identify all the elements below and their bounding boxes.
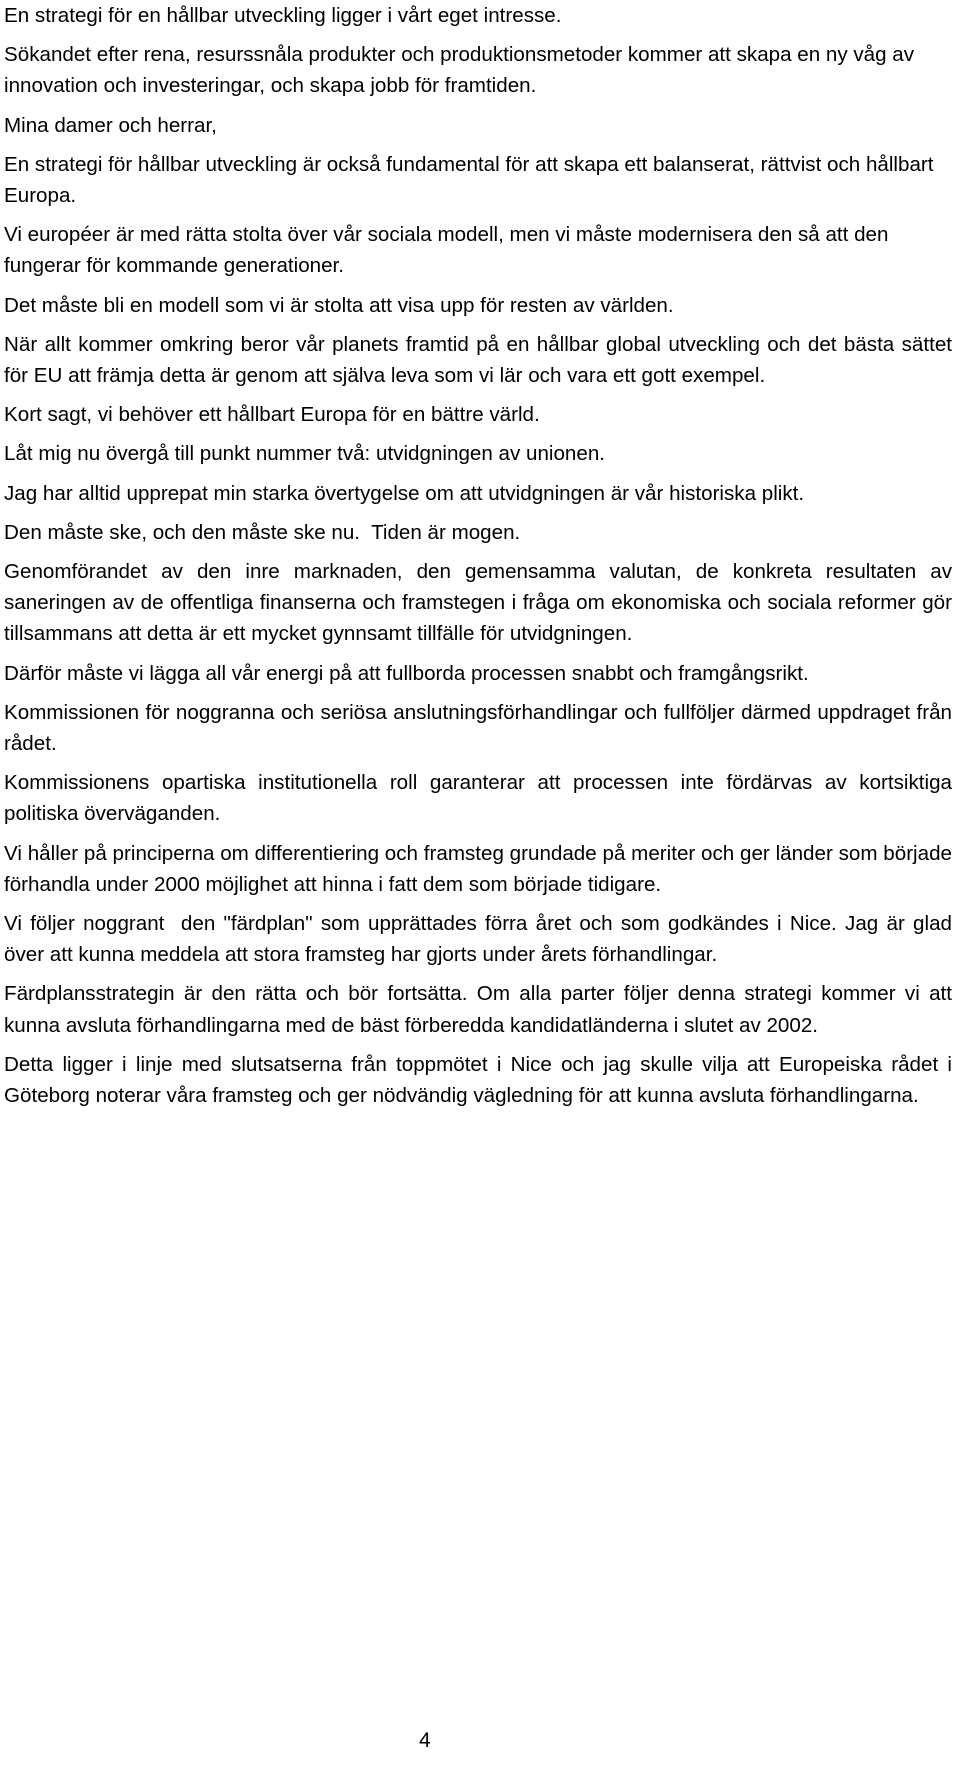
paragraph-10: Jag har alltid upprepat min starka övertygelse om att utvidgningen är vår historiska plikt. bbox=[4, 481, 805, 505]
paragraph-16: Vi håller på principerna om differentiering och framsteg grundade på meriter och ger länder som började förhandla under 2000 möjlighet att hinna i fatt dem som började tidigare. bbox=[4, 841, 952, 896]
paragraph-9: Låt mig nu övergå till punkt nummer två: utvidgningen av unionen. bbox=[4, 442, 606, 466]
document-body bbox=[4, 0, 958, 1119]
paragraph-6: Det måste bli en modell som vi är stolta att visa upp för resten av världen. bbox=[4, 293, 674, 317]
paragraph-11: Den måste ske, och den måste ske nu. Tiden är mogen. bbox=[4, 520, 521, 544]
paragraph-5: Vi européer är med rätta stolta över vår sociala modell, men vi måste modernisera den så att den fungerar för kommande generationer. bbox=[4, 223, 889, 278]
paragraph-4: En strategi för hållbar utveckling är också fundamental för att skapa ett balanserat, rättvist och hållbart Europa. bbox=[4, 152, 934, 208]
paragraph-13: Därför måste vi lägga all vår energi på att fullborda processen snabbt och framgångsrikt. bbox=[4, 661, 809, 685]
paragraph-14: Kommissionen för noggranna och seriösa anslutningsförhandlingar och fullföljer därmed uppdraget från rådet. bbox=[4, 700, 952, 756]
paragraph-2: Sökandet efter rena, resurssnåla produkter och produktionsmetoder kommer att skapa en ny våg av innovation och investeringar, och skapa jobb för framtiden. bbox=[4, 43, 915, 98]
paragraph-1: En strategi för en hållbar utveckling ligger i vårt eget intresse. bbox=[4, 4, 562, 27]
paragraph-15: Kommissionens opartiska institutionella roll garanterar att processen inte fördärvas av kortsiktiga politiska överväganden. bbox=[4, 771, 952, 826]
paragraph-3: Mina damer och herrar, bbox=[4, 113, 217, 137]
page-number: 4 bbox=[419, 1729, 431, 1752]
paragraph-18: Färdplansstrategin är den rätta och bör fortsätta. Om alla parter följer denna strategi kommer vi att kunna avsluta förhandlingarna med de bäst förberedda kandidatländerna i slutet av 2002. bbox=[4, 982, 952, 1037]
paragraph-17: Vi följer noggrant den "färdplan" som upprättades förra året och som godkändes i Nice. Jag är glad över att kunna meddela att stora framsteg har gjorts under årets förhandlingar. bbox=[4, 912, 958, 967]
paragraph-8: Kort sagt, vi behöver ett hållbart Europa för en bättre värld. bbox=[4, 403, 540, 427]
paragraph-19: Detta ligger i linje med slutsatserna från toppmötet i Nice och jag skulle vilja att Europeiska rådet i Göteborg noterar våra framsteg och ger nödvändig vägledning för att kunna avsluta förhandlingarna. bbox=[4, 1052, 952, 1108]
paragraph-12: Genomförandet av den inre marknaden, den gemensamma valutan, de konkreta resultaten av saneringen av de offentliga finanserna och framstegen i fråga om ekonomiska och sociala reformer gör tillsammans att detta är ett mycket gynnsamt tillfälle för utvidgningen. bbox=[4, 560, 952, 646]
paragraph-7: När allt kommer omkring beror vår planets framtid på en hållbar global utveckling och det bästa sättet för EU att främja detta är genom att själva leva som vi lär och vara ett gott exempel. bbox=[4, 332, 952, 388]
